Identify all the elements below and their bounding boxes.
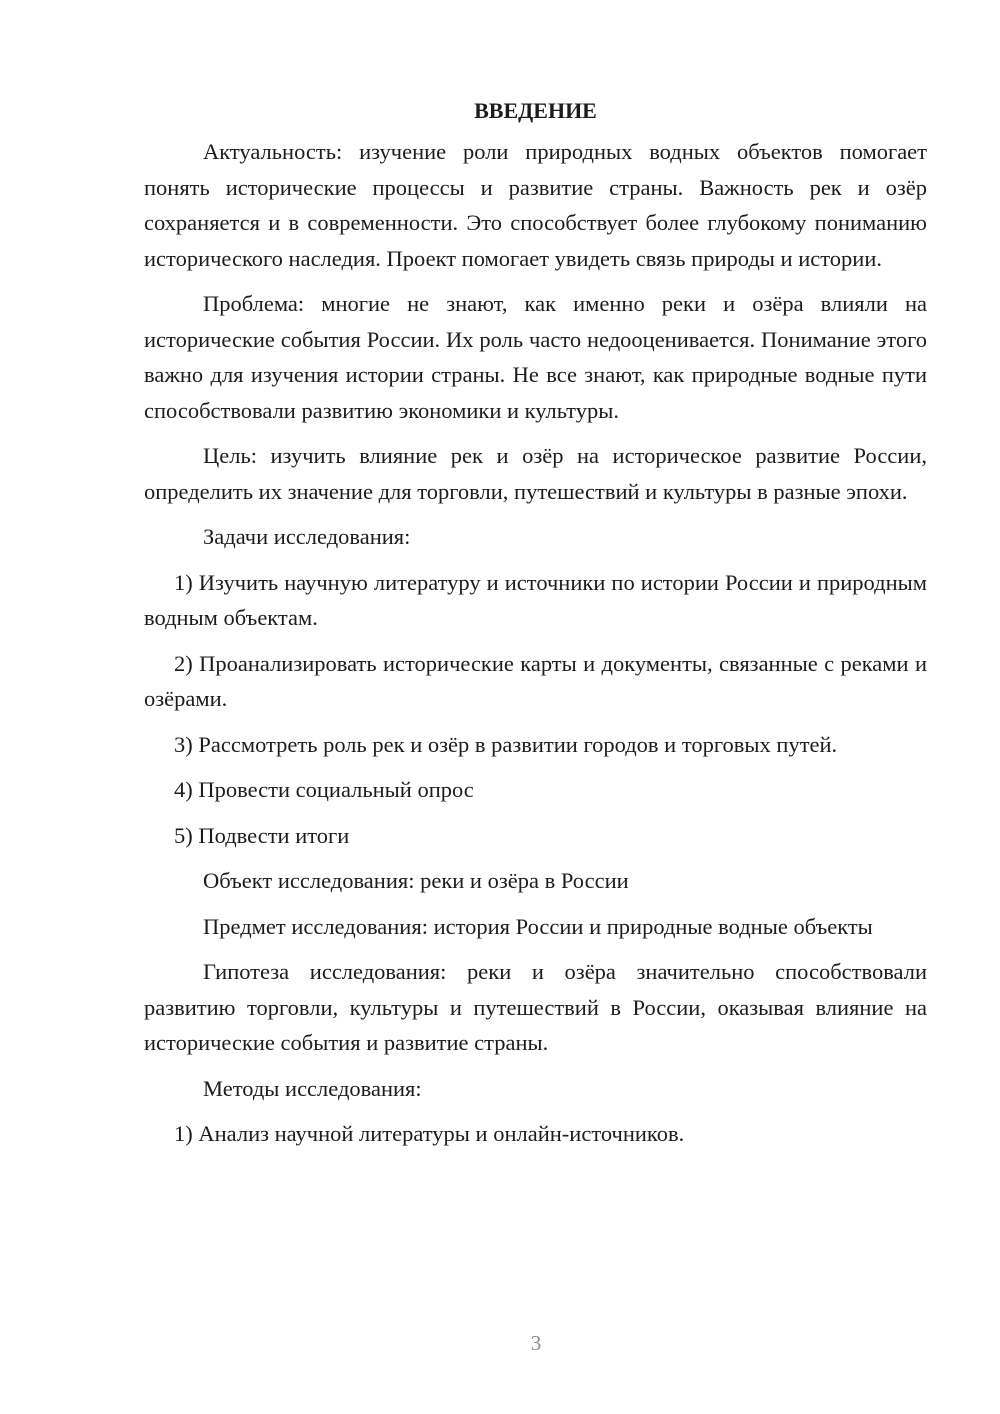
section-title: ВВЕДЕНИЕ [474,98,597,123]
goal-paragraph: Цель: изучить влияние рек и озёр на историческое развитие России, определить их значение для торговли, путешествий и культуры в разные эпохи. [144,443,927,504]
task-item-3: 3) Рассмотреть роль рек и озёр в развитии городов и торговых путей. [174,731,838,757]
page-number: 3 [530,1331,542,1355]
task-item-1: 1) Изучить научную литературу и источники по истории России и природным водным объектам. [144,569,927,630]
object-paragraph: Объект исследования: реки и озёра в России [203,868,629,893]
method-item-1: 1) Анализ научной литературы и онлайн-источников. [174,1121,685,1146]
tasks-heading: Задачи исследования: [203,524,411,549]
task-item-5: 5) Подвести итоги [174,822,350,848]
task-item-2: 2) Проанализировать исторические карты и документы, связанные с реками и озёрами. [144,650,927,711]
relevance-paragraph: Актуальность: изучение роли природных водных объектов помогает понять исторические процессы и развитие страны. Важность рек и озёр сохраняется и в современности. Это способствует более глубокому пониманию исторического наследия. Проект помогает увидеть связь природы и истории. [144,139,927,271]
hypothesis-paragraph: Гипотеза исследования: реки и озёра значительно способствовали развитию торговли, культуры и путешествий в России, оказывая влияние на исторические события и развитие страны. [144,959,927,1055]
problem-paragraph: Проблема: многие не знают, как именно реки и озёра влияли на исторические события России. Их роль часто недооценивается. Понимание этого важно для изучения истории страны. Не все знают, как природные водные пути способствовали развитию экономики и культуры. [144,291,927,423]
page-content [144,96,927,1162]
task-item-4: 4) Провести социальный опрос [174,777,474,802]
methods-heading: Методы исследования: [203,1075,422,1101]
subject-paragraph: Предмет исследования: история России и природные водные объекты [203,913,873,939]
